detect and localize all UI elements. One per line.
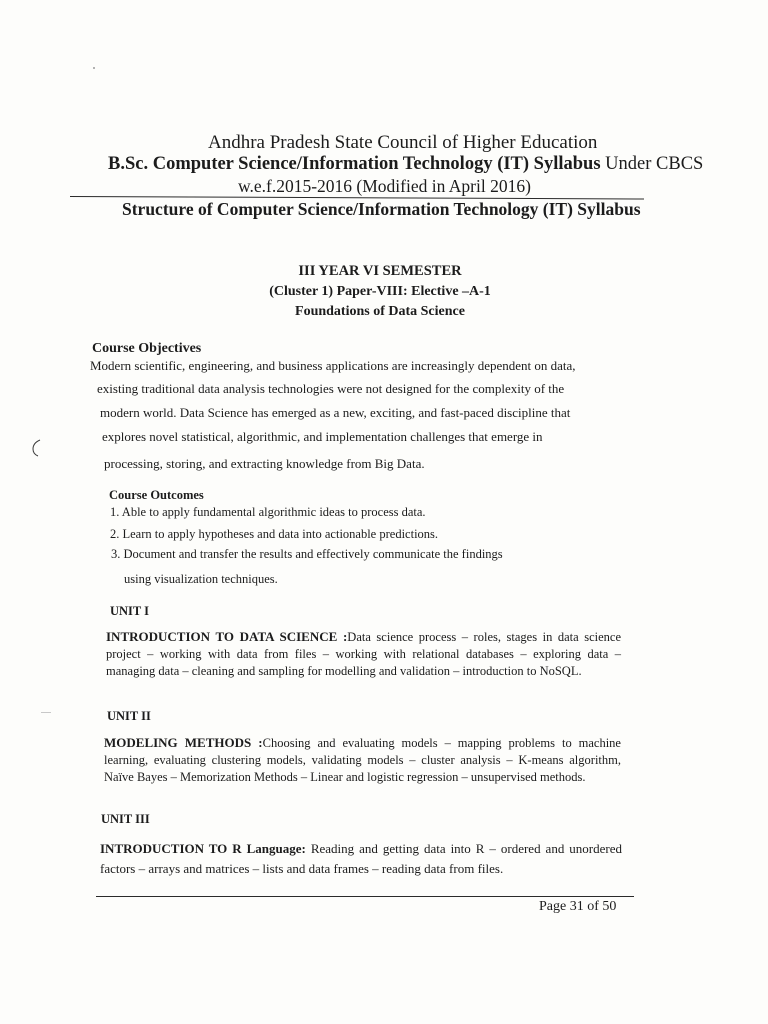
outcome-item: 1. Able to apply fundamental algorithmic ideas to process data. <box>110 505 426 519</box>
outcome-item: 3. Document and transfer the results and effectively communicate the findings <box>111 547 503 561</box>
objectives-line: existing traditional data analysis technologies were not designed for the complexity of the <box>97 381 565 396</box>
objectives-line: modern world. Data Science has emerged as a new, exciting, and fast-paced discipline that <box>100 405 571 420</box>
unit-1-title: INTRODUCTION TO DATA SCIENCE : <box>106 629 348 644</box>
objectives-line: explores novel statistical, algorithmic, and implementation challenges that emerge in <box>102 429 543 444</box>
unit-1-content <box>106 628 621 680</box>
unit-1-label: UNIT I <box>110 604 150 618</box>
unit-3-title: INTRODUCTION TO R Language: <box>100 841 306 856</box>
syllabus-heading-rest: Under CBCS <box>600 154 704 174</box>
syllabus-heading <box>108 155 703 174</box>
effective-date: w.e.f.2015-2016 (Modified in April 2016) <box>238 176 531 196</box>
objectives-line: processing, storing, and extracting knowledge from Big Data. <box>104 456 425 471</box>
outcome-item-continuation: using visualization techniques. <box>124 572 278 586</box>
unit-1-body: Data science process – roles, stages in data science project – working with data from files – working with relational databases – exploring data – managing data – cleaning and sampling for modelling and validation – introduction to NoSQL. <box>106 630 621 678</box>
objectives-heading: Course Objectives <box>92 341 202 356</box>
unit-3-body: Reading and getting data into R – ordered and unordered factors – arrays and matrices – lists and data frames – reading data from files. <box>100 841 622 876</box>
council-heading: Andhra Pradesh State Council of Higher Education <box>208 132 598 153</box>
course-title: Foundations of Data Science <box>295 304 465 319</box>
syllabus-heading-bold: B.Sc. Computer Science/Information Technology (IT) Syllabus <box>108 154 601 174</box>
unit-2-content <box>104 734 621 786</box>
footer-divider <box>96 896 634 897</box>
margin-bracket-mark <box>30 438 42 458</box>
margin-dash-mark <box>41 712 51 713</box>
unit-2-label: UNIT II <box>107 709 151 723</box>
objectives-line: Modern scientific, engineering, and business applications are increasingly dependent on data, <box>90 358 576 373</box>
unit-2-body: Choosing and evaluating models – mapping problems to machine learning, evaluating clustering models, validating models – cluster analysis – K-means algorithm, Naïve Bayes – Memorization Methods – Linear and logistic regression – unsupervised methods. <box>104 736 621 784</box>
speck-mark <box>93 67 95 69</box>
outcomes-heading: Course Outcomes <box>109 488 204 502</box>
semester-title: III YEAR VI SEMESTER <box>298 263 462 279</box>
unit-3-label: UNIT III <box>101 812 150 826</box>
unit-3-content <box>100 839 622 879</box>
structure-heading: Structure of Computer Science/Information Technology (IT) Syllabus <box>122 199 641 219</box>
outcome-item: 2. Learn to apply hypotheses and data into actionable predictions. <box>110 527 439 541</box>
paper-title: (Cluster 1) Paper-VIII: Elective –A-1 <box>269 284 491 299</box>
unit-2-title: MODELING METHODS : <box>104 735 263 750</box>
page-number: Page 31 of 50 <box>539 899 617 914</box>
